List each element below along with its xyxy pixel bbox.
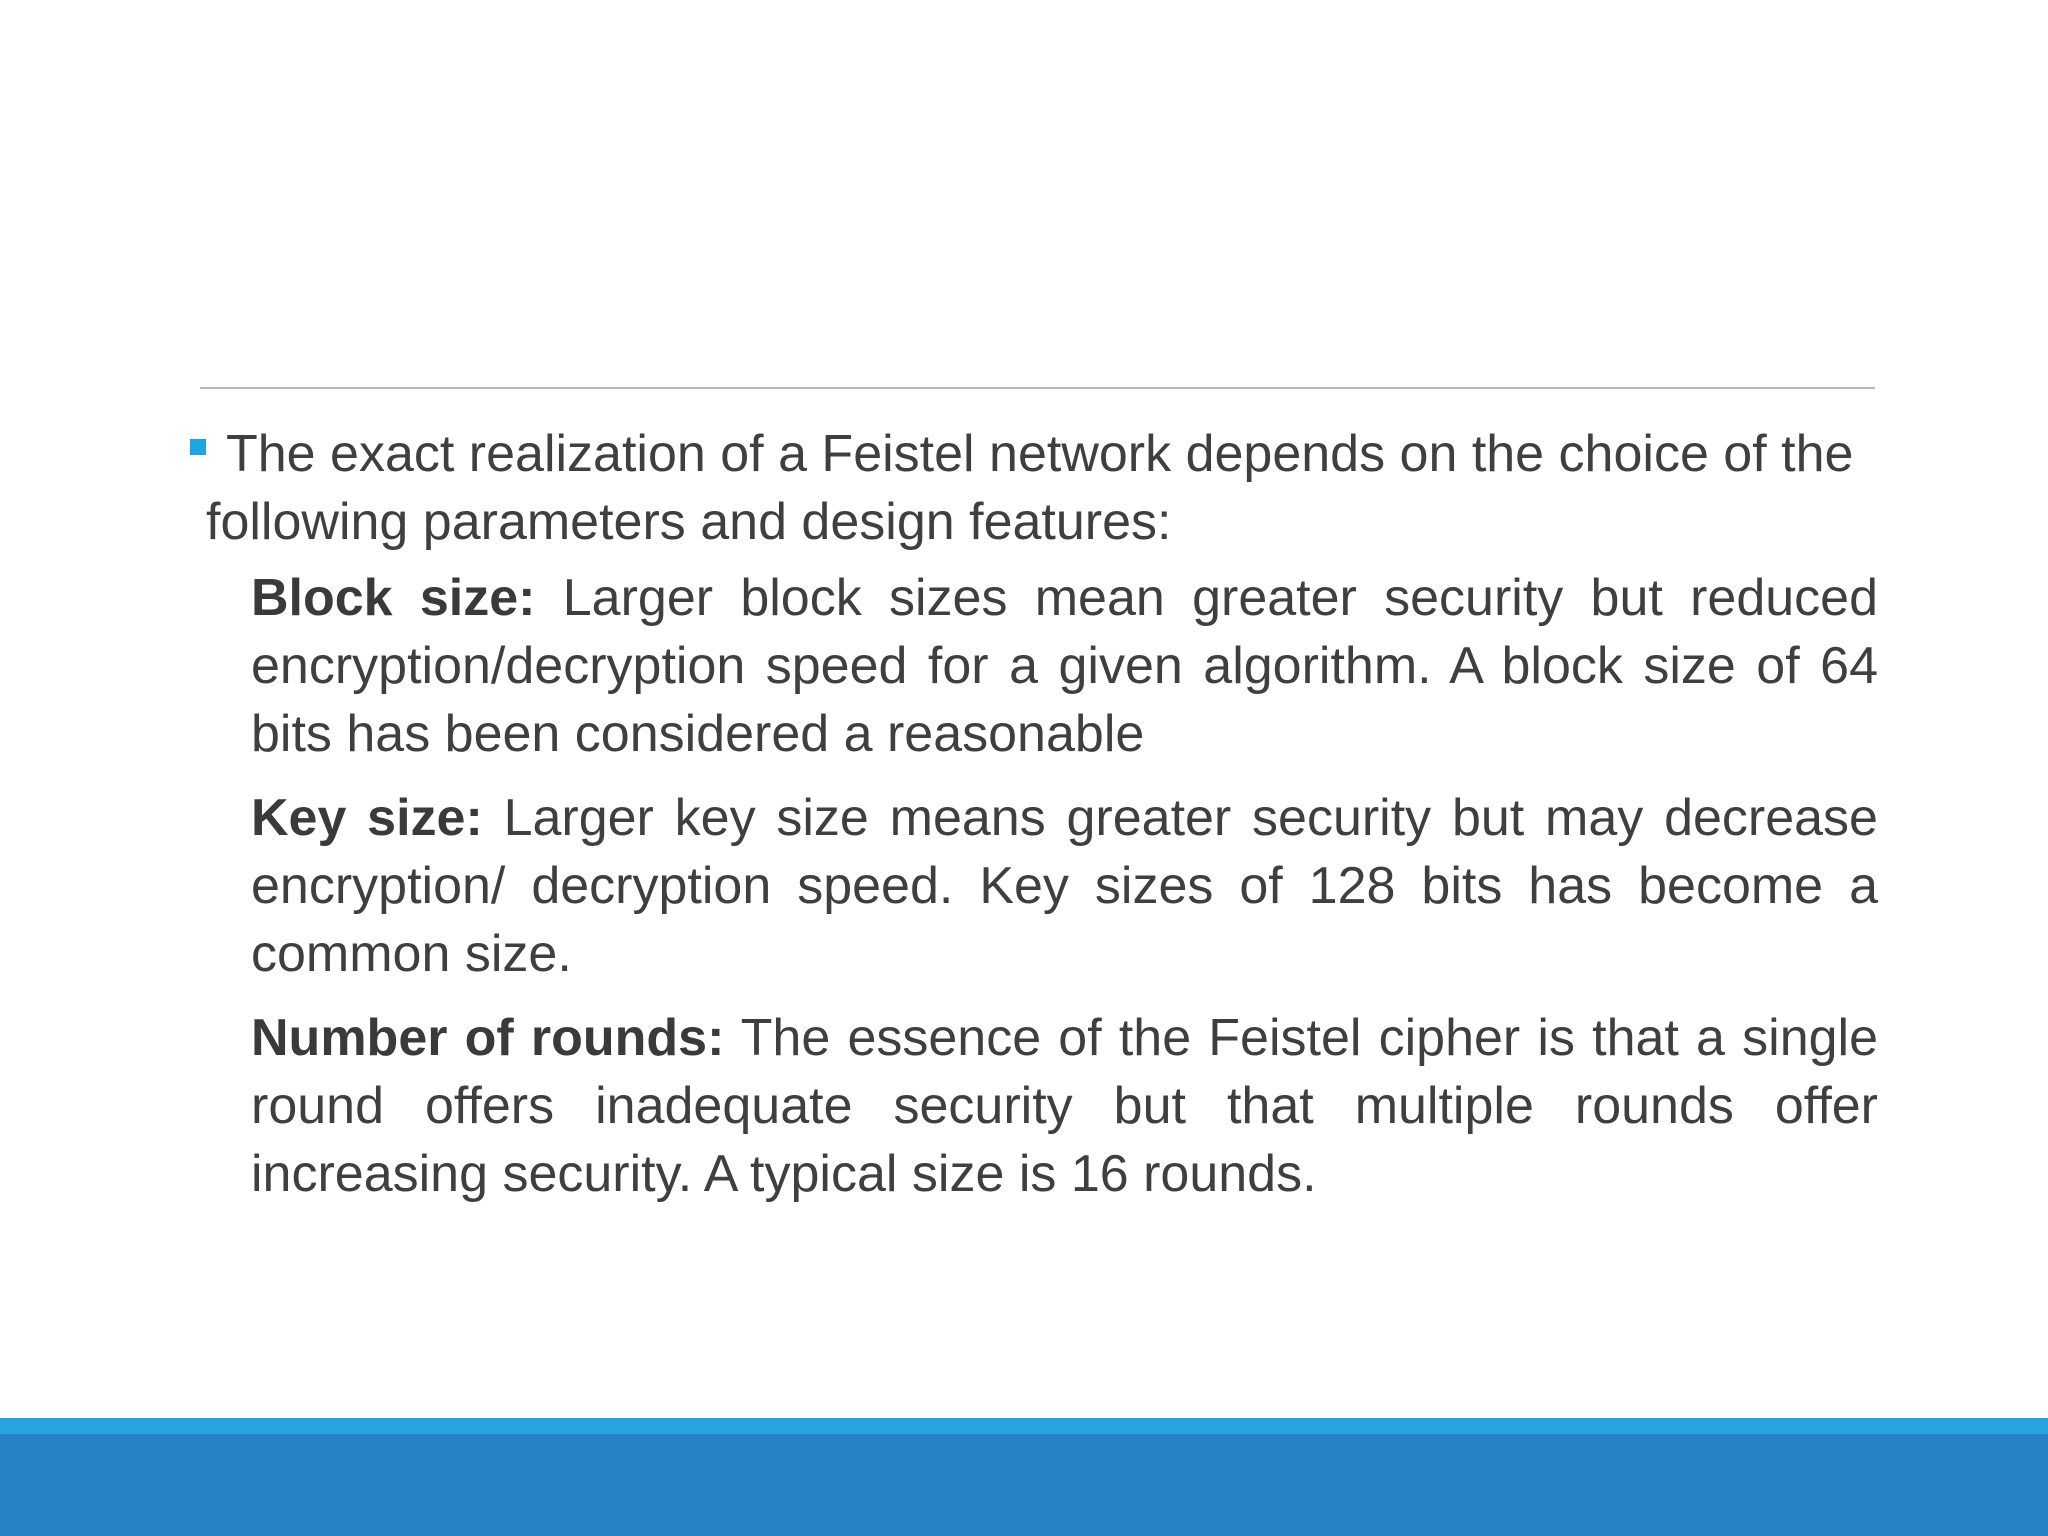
intro-paragraph: [190, 420, 1878, 556]
item-text: Larger block sizes mean greater security but reduced encryption/decryption speed for a given algorithm. A block size of 64 bits has been considered a reasonable: [251, 569, 1879, 763]
slide-body: [190, 420, 1878, 1224]
item-block-size: [251, 564, 1878, 768]
item-term: Key size:: [251, 789, 483, 847]
footer-bar: [0, 1434, 2048, 1536]
footer-accent-stripe: [0, 1418, 2048, 1434]
item-key-size: [251, 784, 1878, 988]
item-number-of-rounds: [251, 1004, 1878, 1208]
title-divider: [200, 387, 1875, 389]
item-text: Larger key size means greater security but may decrease encryption/ decryption speed. Key sizes of 128 bits has become a common size.: [251, 789, 1878, 983]
square-bullet-icon: [190, 439, 206, 455]
item-text: The essence of the Feistel cipher is that a single round offers inadequate security but that multiple rounds offer increasing security. A typical size is 16 rounds.: [251, 1009, 1879, 1203]
intro-text: The exact realization of a Feistel network depends on the choice of the following parameters and design features:: [206, 425, 1854, 551]
item-term: Block size:: [251, 569, 536, 627]
item-term: Number of rounds:: [251, 1009, 725, 1067]
